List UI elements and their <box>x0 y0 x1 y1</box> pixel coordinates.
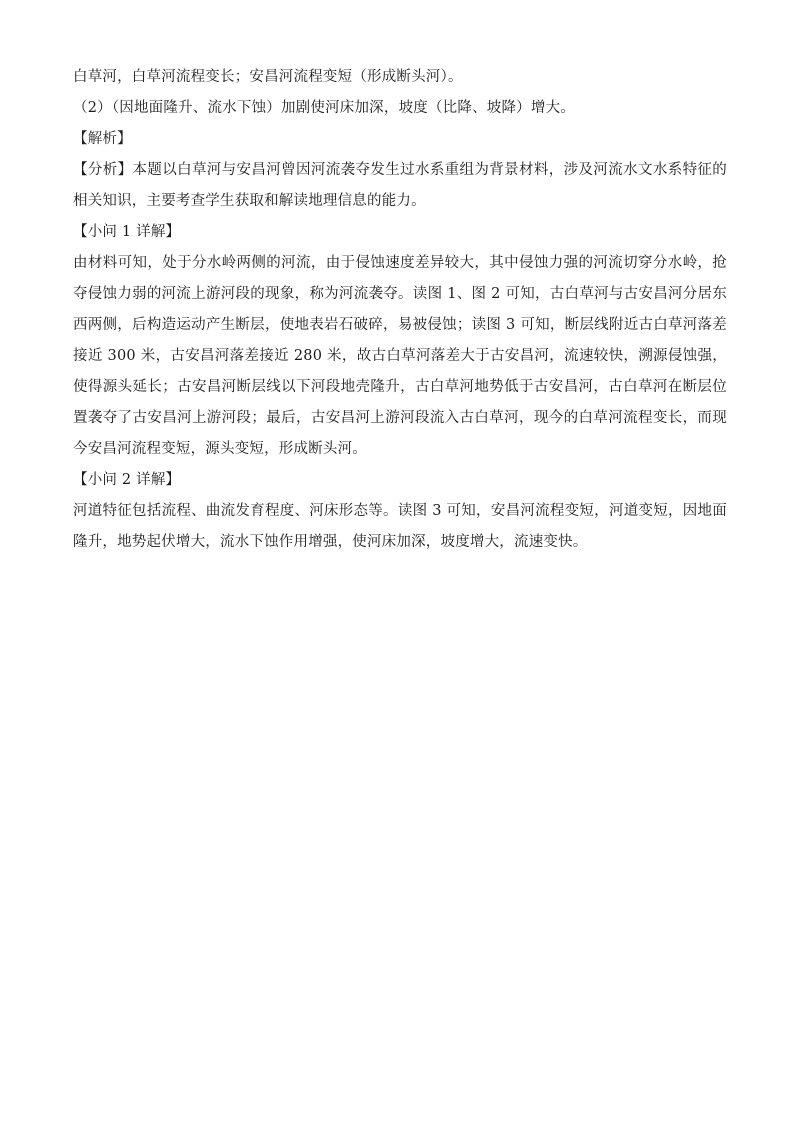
document-body <box>73 62 727 558</box>
q1-heading: 【小问 1 详解】 <box>73 224 181 240</box>
answer-line-1: 白草河，白草河流程变长；安昌河流程变短（形成断头河）。 <box>73 69 463 85</box>
jiexi-label: 【解析】 <box>73 131 132 147</box>
q1-body: 由材料可知，处于分水岭两侧的河流，由于侵蚀速度差异较大，其中侵蚀力强的河流切穿分水岭，抢夺侵蚀力弱的河流上游河段的现象，称为河流袭夺。读图 1、图 2 可知，古白草河与古安昌河分居东西两侧，后构造运动产生断层，使地表岩石破碎，易被侵蚀；读图 3 可知，断层线附近古白草河落差接近 300 米，古安昌河落差接近 280 米，故古白草河落差大于古安昌河，流速较快，溯源侵蚀强，使得源头延长；古安昌河断层线以下河段地壳隆升，古白草河地势低于古安昌河，古白草河在断层位置袭夺了古安昌河上游河段；最后，古安昌河上游河段流入古白草河，现今的白草河流程变长，而现今安昌河流程变短，源头变短，形成断头河。 <box>73 255 727 457</box>
q2-body: 河道特征包括流程、曲流发育程度、河床形态等。读图 3 可知，安昌河流程变短，河道变短，因地面隆升，地势起伏增大，流水下蚀作用增强，使河床加深，坡度增大，流速变快。 <box>73 503 727 550</box>
answer-line-2: （2）（因地面隆升、流水下蚀）加剧使河床加深，坡度（比降、坡降）增大。 <box>73 100 575 116</box>
q2-heading: 【小问 2 详解】 <box>73 472 181 488</box>
analysis-paragraph: 【分析】本题以白草河与安昌河曾因河流袭夺发生过水系重组为背景材料，涉及河流水文水系特征的相关知识，主要考查学生获取和解读地理信息的能力。 <box>73 162 727 209</box>
